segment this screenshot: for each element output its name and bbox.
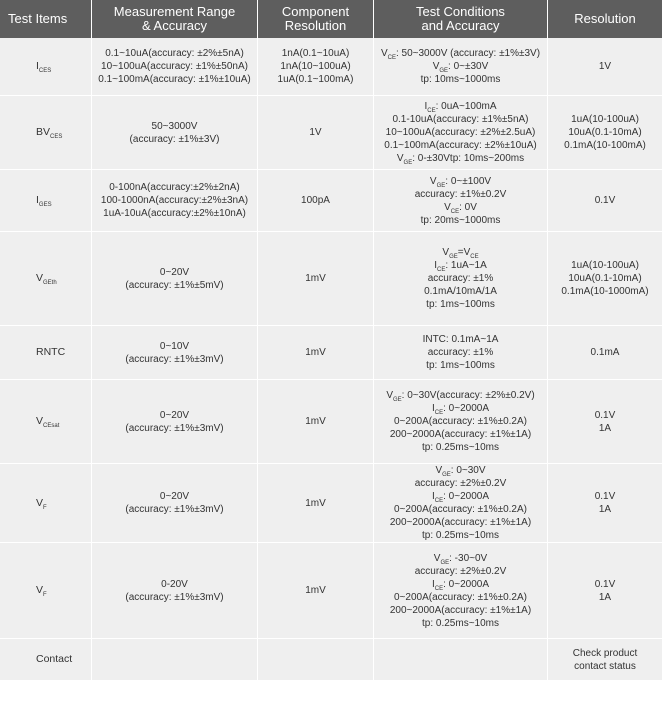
- range-line: (accuracy: ±1%±3mV): [125, 504, 224, 515]
- conditions-cell: [374, 326, 548, 380]
- component-cell: [258, 96, 374, 170]
- resolution-line: 1A: [598, 422, 612, 434]
- conditions-line: accuracy: ±1%: [427, 273, 494, 284]
- conditions-line: 200~2000A(accuracy: ±1%±1A): [389, 604, 532, 616]
- header-test-conditions: Test Conditions and Accuracy: [374, 0, 548, 38]
- range-line: 0-20V: [161, 578, 188, 590]
- range-line: 0~20V: [159, 409, 190, 421]
- range-line: (accuracy: ±1%±5mV): [125, 279, 224, 291]
- range-line: 0.1~10uA(accuracy: ±2%±5nA): [105, 48, 244, 59]
- range-cell: [92, 380, 258, 464]
- component-cell: [258, 464, 374, 543]
- conditions-cell: [374, 543, 548, 639]
- range-line: 10~100uA(accuracy: ±1%±50nA): [101, 61, 248, 72]
- resolution-line: 0.1V: [594, 578, 616, 590]
- range-cell: [92, 96, 258, 170]
- table-row: [0, 464, 662, 543]
- test-item-cell: $V_{CEsat}$: [0, 380, 92, 464]
- resolution-cell: [548, 170, 662, 232]
- range-line: 0~20V: [159, 491, 190, 502]
- table-row: [0, 96, 662, 170]
- conditions-line: $I_{CE}$: 1uA~1A: [434, 260, 487, 273]
- component-cell: [258, 170, 374, 232]
- component-cell: [258, 232, 374, 326]
- conditions-cell: [374, 96, 548, 170]
- resolution-line: 0.1mA(10-1000mA): [561, 286, 649, 297]
- resolution-line: 10uA(0.1-10mA): [568, 273, 642, 284]
- resolution-line: 0.1V: [594, 491, 616, 502]
- test-item-cell: Contact: [0, 639, 92, 681]
- resolution-cell: [548, 639, 662, 681]
- header-component-resolution: Component Resolution: [258, 0, 374, 38]
- range-cell: [92, 38, 258, 96]
- table-row: [0, 639, 662, 681]
- conditions-line: accuracy: ±2%±0.2V: [414, 478, 507, 489]
- component-line: 1nA(0.1~10uA): [281, 48, 350, 59]
- conditions-line: tp: 0.25ms~10ms: [422, 442, 499, 453]
- conditions-line: 200~2000A(accuracy: ±1%±1A): [389, 517, 532, 528]
- conditions-cell: [374, 170, 548, 232]
- conditions-line: $I_{CE}$: 0~2000A: [432, 491, 489, 504]
- range-cell: [92, 464, 258, 543]
- component-line: 1V: [309, 127, 322, 138]
- range-line: (accuracy: ±1%±3V): [129, 133, 220, 145]
- conditions-line: 0.1mA/10mA/1A: [424, 286, 497, 297]
- table-row: [0, 38, 662, 96]
- resolution-cell: [548, 326, 662, 380]
- component-cell: [258, 326, 374, 380]
- table-row: [0, 326, 662, 380]
- conditions-cell: [374, 38, 548, 96]
- conditions-line: $V_{GE}$: 0~30V: [435, 465, 486, 478]
- resolution-line: 1A: [598, 591, 612, 603]
- component-line: 1mV: [305, 585, 326, 596]
- table-row: [0, 380, 662, 464]
- resolution-line: Check product: [572, 647, 638, 659]
- header-test-items: Test Items: [0, 0, 92, 38]
- resolution-line: 0.1mA(10-100mA): [564, 140, 646, 151]
- component-cell: [258, 639, 374, 681]
- conditions-line: tp: 10ms~1000ms: [420, 74, 501, 85]
- conditions-line: accuracy: ±2%±0.2V: [414, 565, 507, 577]
- component-line: 1mV: [305, 497, 326, 509]
- range-cell: [92, 232, 258, 326]
- table-row: [0, 232, 662, 326]
- conditions-line: $V_{CE}$: 0V: [444, 201, 477, 215]
- resolution-line: 1A: [598, 504, 612, 515]
- conditions-line: tp: 0.25ms~10ms: [422, 617, 499, 629]
- conditions-line: $I_{CE}$: 0~2000A: [432, 578, 489, 592]
- test-item-cell: $I_{CES}$: [0, 38, 92, 96]
- range-cell: [92, 326, 258, 380]
- test-item-cell: $BV_{CES}$: [0, 96, 92, 170]
- header-measurement-range: Measurement Range & Accuracy: [92, 0, 258, 38]
- header-resolution: Resolution: [548, 0, 662, 38]
- test-item-cell: $I_{GES}$: [0, 170, 92, 232]
- test-item-cell: $V_F$: [0, 543, 92, 639]
- resolution-line: 0.1V: [594, 195, 616, 206]
- conditions-line: 0~200A(accuracy: ±1%±0.2A): [394, 504, 527, 515]
- conditions-line: 0.1~100mA(accuracy: ±2%±10uA): [384, 140, 537, 151]
- table-header: [0, 0, 662, 38]
- component-line: 100pA: [301, 195, 330, 206]
- conditions-cell: [374, 380, 548, 464]
- resolution-cell: [548, 380, 662, 464]
- range-line: 0~20V: [159, 266, 190, 278]
- range-line: (accuracy: ±1%±3mV): [125, 422, 224, 434]
- conditions-line: $I_{CE}$: 0~2000A: [432, 403, 489, 416]
- conditions-line: $I_{CE}$: 0uA~100mA: [424, 101, 497, 114]
- conditions-line: 10~100uA(accuracy: ±2%±2.5uA): [385, 127, 536, 138]
- conditions-line: 200~2000A(accuracy: ±1%±1A): [389, 429, 532, 440]
- conditions-line: $V_{GE}=V_{CE}$: [442, 247, 479, 260]
- resolution-line: contact status: [574, 660, 636, 672]
- conditions-line: tp: 1ms~100ms: [426, 299, 495, 310]
- resolution-cell: [548, 464, 662, 543]
- range-line: 0~10V: [159, 340, 190, 352]
- range-cell: [92, 170, 258, 232]
- conditions-line: $V_{GE}$: 0~±30V: [432, 61, 489, 74]
- conditions-line: accuracy: ±1%: [427, 347, 494, 358]
- resolution-cell: [548, 96, 662, 170]
- component-line: 1mV: [305, 416, 326, 427]
- range-line: (accuracy: ±1%±3mV): [125, 591, 224, 603]
- table-row: [0, 170, 662, 232]
- table-row: [0, 543, 662, 639]
- resolution-cell: [548, 232, 662, 326]
- resolution-line: 1uA(10-100uA): [571, 260, 639, 271]
- component-cell: [258, 543, 374, 639]
- range-line: 0-100nA(accuracy:±2%±2nA): [109, 182, 240, 193]
- range-line: 100-1000nA(accuracy:±2%±3nA): [100, 195, 249, 206]
- conditions-line: $V_{CE}$: 50~3000V (accuracy: ±1%±3V): [380, 48, 541, 61]
- resolution-line: 0.1mA: [590, 347, 620, 358]
- conditions-line: tp: 1ms~100ms: [426, 360, 495, 371]
- resolution-cell: [548, 38, 662, 96]
- conditions-line: $V_{GE}$: -30~0V: [433, 552, 488, 566]
- component-line: 1nA(10~100uA): [280, 61, 351, 72]
- range-line: 0.1~100mA(accuracy: ±1%±10uA): [98, 74, 251, 85]
- conditions-line: 0~200A(accuracy: ±1%±0.2A): [394, 591, 527, 603]
- conditions-cell: [374, 639, 548, 681]
- resolution-line: 10uA(0.1-10mA): [568, 127, 642, 138]
- range-line: 50~3000V: [151, 120, 198, 132]
- component-line: 1mV: [305, 347, 326, 358]
- range-cell: [92, 639, 258, 681]
- test-item-cell: $V_{GEth}$: [0, 232, 92, 326]
- test-item-cell: RNTC: [0, 326, 92, 380]
- component-cell: [258, 38, 374, 96]
- range-line: (accuracy: ±1%±3mV): [125, 353, 224, 365]
- conditions-cell: [374, 464, 548, 543]
- resolution-line: 1V: [598, 61, 612, 72]
- component-line: 1mV: [305, 273, 326, 284]
- conditions-line: accuracy: ±1%±0.2V: [414, 188, 507, 200]
- conditions-line: $V_{GE}$: 0~±100V: [429, 175, 492, 189]
- conditions-line: INTC: 0.1mA~1A: [422, 334, 499, 345]
- resolution-line: 0.1V: [594, 409, 616, 421]
- range-cell: [92, 543, 258, 639]
- conditions-line: tp: 0.25ms~10ms: [422, 530, 499, 541]
- table-body: [0, 38, 662, 681]
- conditions-line: 0.1-10uA(accuracy: ±1%±5nA): [392, 114, 529, 125]
- resolution-line: 1uA(10-100uA): [571, 114, 639, 125]
- conditions-cell: [374, 232, 548, 326]
- component-cell: [258, 380, 374, 464]
- conditions-line: 0~200A(accuracy: ±1%±0.2A): [394, 416, 527, 427]
- component-line: 1uA(0.1~100mA): [277, 74, 354, 85]
- conditions-line: $V_{GE}$: 0~30V(accuracy: ±2%±0.2V): [386, 390, 535, 403]
- range-line: 1uA-10uA(accuracy:±2%±10nA): [103, 208, 246, 219]
- resolution-cell: [548, 543, 662, 639]
- conditions-line: tp: 20ms~1000ms: [420, 214, 501, 226]
- test-item-cell: $V_F$: [0, 464, 92, 543]
- conditions-line: $V_{GE}$: 0-±30Vtp: 10ms~200ms: [396, 153, 525, 166]
